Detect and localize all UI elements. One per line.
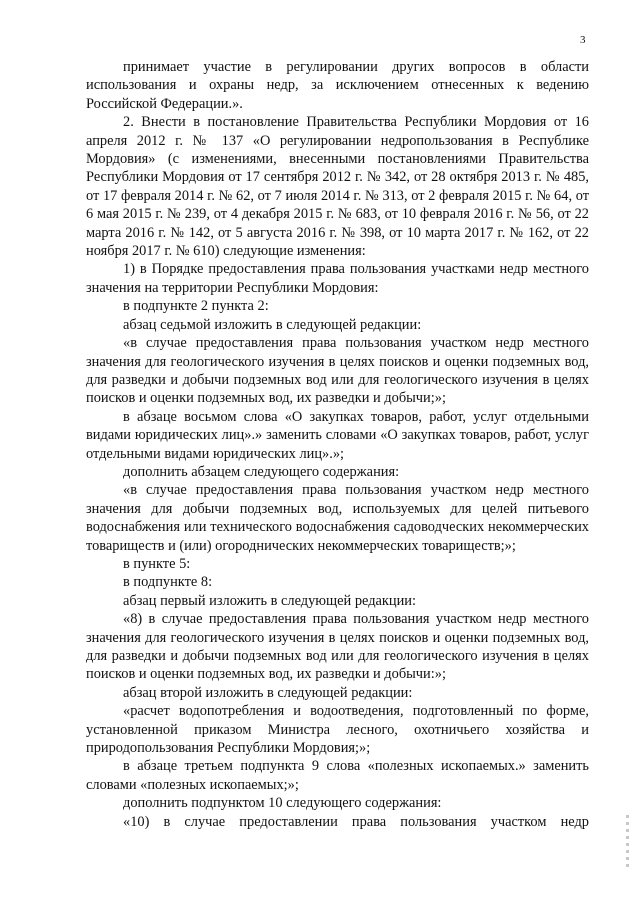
paragraph: в абзаце восьмом слова «О закупках товаров, работ, услуг отдельными видами юридических лиц».» заменить словами «О закупках товаров, работ, услуг отдельными видами юридических лиц».»; (86, 408, 589, 462)
paragraph: 1) в Порядке предоставления права пользования участками недр местного значения на территории Республики Мордовия: (86, 261, 589, 296)
paragraph: в подпункте 2 пункта 2: (123, 298, 269, 315)
paragraph: в абзаце третьем подпункта 9 слова «полезных ископаемых.» заменить словами «полезных ископаемых;»; (86, 758, 589, 793)
paragraph: «в случае предоставления права пользования участком недр местного значения для добычи подземных вод, используемых для целей питьевого водоснабжения или технического водоснабжения садоводческих некоммерческих товариществ и (или) огороднических некоммерческих товариществ;»; (86, 482, 589, 554)
paragraph: в пункте 5: (123, 555, 191, 572)
paragraph: «в случае предоставления права пользования участком недр местного значения для геологического изучения в целях поисков и оценки подземных вод, для разведки и добычи подземных вод или для геологического изучения в целях поисков и оценки подземных вод, их разведки и добычи;»; (86, 335, 589, 407)
paragraph: дополнить подпунктом 10 следующего содержания: (123, 795, 442, 812)
paragraph: «10) в случае предоставлении права пользования участком недр (123, 813, 589, 830)
page-number: 3 (580, 34, 586, 46)
paragraph: «8) в случае предоставления права пользования участком недр местного значения для геологического изучения в целях поисков и оценки подземных вод, для разведки и добычи подземных вод или для геологического изучения в целях поисков и оценки подземных вод, их разведки и добычи:»; (86, 611, 589, 683)
scan-artifact (626, 815, 629, 871)
paragraph: «расчет водопотребления и водоотведения, подготовленный по форме, установленной приказом Министра лесного, охотничьего хозяйства и природопользования Республики Мордовия;»; (86, 703, 589, 757)
paragraph: дополнить абзацем следующего содержания: (123, 463, 400, 480)
paragraph: абзац первый изложить в следующей редакции: (123, 592, 417, 609)
paragraph: 2. Внести в постановление Правительства Республики Мордовия от 16 апреля 2012 г. № 137 «О регулировании недропользования в Республике Мордовия» (с изменениями, внесенными постановлениями Правительства Республики Мордовия от 17 сентября 2012 г. № 342, от 28 октября 2013 г. № 485, от 17 февраля 2014 г. № 62, от 7 июля 2014 г. № 313, от 2 февраля 2015 г. № 64, от 6 мая 2015 г. № 239, от 4 декабря 2015 г. № 683, от 10 февраля 2016 г. № 56, от 22 марта 2016 г. № 142, от 5 августа 2016 г. № 398, от 10 марта 2017 г. № 162, от 22 ноября 2017 г. № 610) следующие изменения: (86, 114, 589, 260)
paragraph: принимает участие в регулировании других вопросов в области использования и охраны недр, за исключением отнесенных к ведению Российской Федерации.». (86, 59, 589, 112)
paragraph: в подпункте 8: (123, 574, 213, 591)
document-body (86, 58, 589, 831)
paragraph: абзац второй изложить в следующей редакции: (123, 684, 413, 701)
paragraph: абзац седьмой изложить в следующей редакции: (123, 316, 422, 333)
